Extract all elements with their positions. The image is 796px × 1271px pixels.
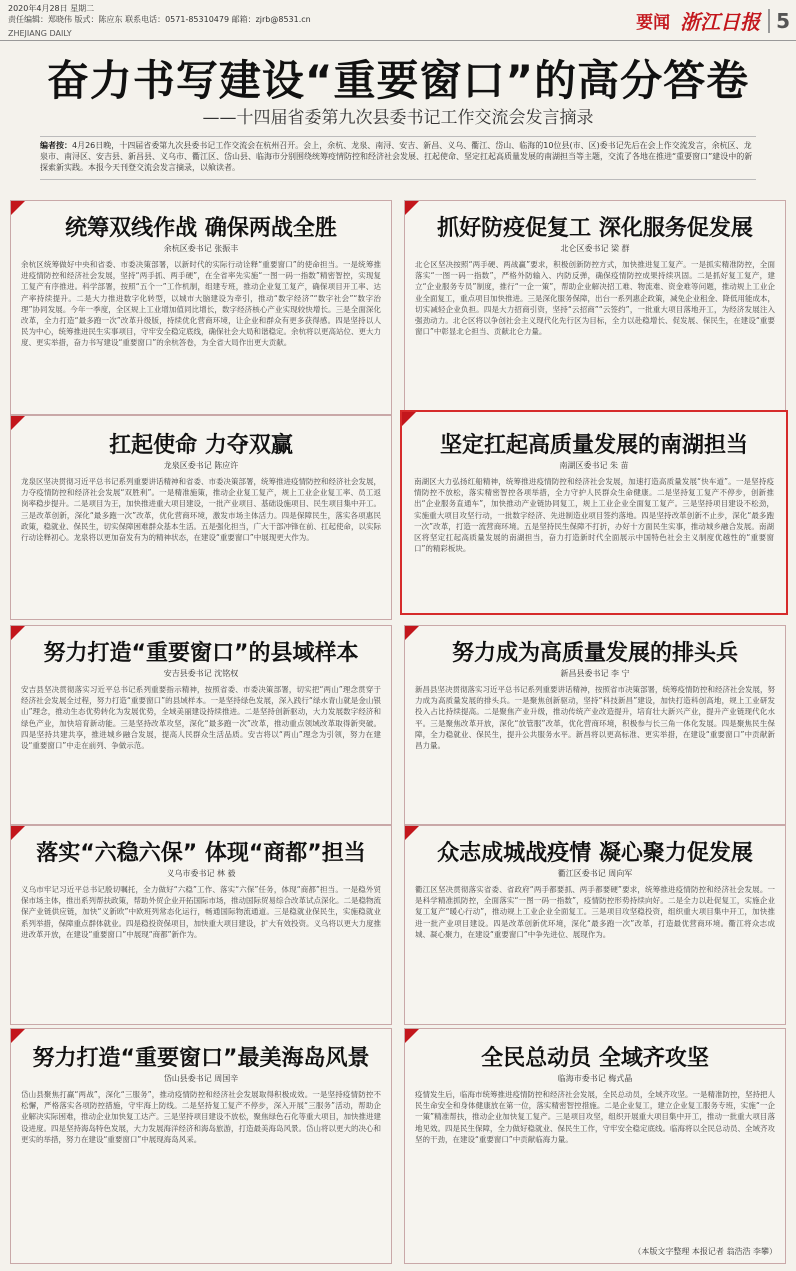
article-body (21, 684, 381, 816)
article-text: 北仑区坚决按照“两手硬、两战赢”要求，积极创新防控方式，加快推进复工复产。一是抓实精准防控，全面落实“一图一码一指数”，严格外防输入、内防反弹，确保疫情防控成果持续巩固。二是抓好复工复产，建立“企业服务专员”制度，推行“一企一策”，帮助企业解决招工难、物流难、资金难等问题，推动规上工业企业全面复工，重点项目加快推进。三是深化服务保障，出台一系列惠企政策，减免企业租金、降低用能成本，切实减轻企业负担。四是大力招商引资，坚持“云招商”“云签约”，一批重大项目落地开工，为经济发展注入强劲动力。北仑区将以争创社会主义现代化先行区为目标，全力以赴稳增长、促发展、保民生，在建设“重要窗口”中彰显北仑担当、贡献北仑力量。 (415, 260, 775, 337)
page-headline: 奋力书写建设“重要窗口”的高分答卷 (46, 56, 750, 105)
article-body (21, 884, 381, 1016)
editor-note (40, 136, 756, 180)
article-box-highlighted (400, 410, 788, 615)
article-body (415, 684, 775, 816)
article-box (404, 200, 786, 415)
masthead-right (636, 6, 790, 35)
article-body (414, 476, 774, 605)
article-body (21, 476, 381, 611)
article-box (404, 1028, 786, 1264)
article-text: 余杭区统筹做好中央和省委、市委决策部署，以新时代的实际行动诠释“重要窗口”的使命担当。一是统筹推进疫情防控和经济社会发展，坚持“两手抓、两手硬”，在全省率先实施“一图一码一指数”精密智控，实现复工复产有序推进。科学部署，按照“五个一”工作机制，组建专班，推动企业复工复产，确保项目开工率、达产率持续提升。二是大力推进数字化转型，以城市大脑建设为牵引，推动“数字经济”“数字社会”“数字治理”协同发展。今年一季度，全区规上工业增加值同比增长，数字经济核心产业实现较快增长。三是全面深化改革，全力打造“最多跑一次”改革升级版，持续优化营商环境，让企业和群众有更多获得感。四是坚持以人民为中心，统筹推进民生实事项目，守牢安全稳定底线，确保社会大局和谐稳定。余杭将以更高站位、更大力度、更实举措，奋力书写建设“重要窗口”的余杭答卷，为全省大局作出更大贡献。 (21, 260, 381, 348)
article-text: 岱山县聚焦打赢“两战”，深化“三服务”，推动疫情防控和经济社会发展取得积极成效。一是坚持疫情防控不松懈，严格落实各项防控措施，守牢海上防线。二是坚持复工复产不停步，深入开展“三服务”活动，帮助企业解决实际困难，推动企业加快复工达产。三是坚持项目建设不放松，聚焦绿色石化等重大项目，加快推进建设进度。四是坚持海岛特色发展，大力发展海洋经济和海岛旅游，打造最美海岛风景。岱山将以更大的决心和更实的举措，努力在建设“重要窗口”中展现海岛风采。 (21, 1090, 381, 1144)
article-text: 义乌市牢记习近平总书记殷切嘱托，全力做好“六稳”工作、落实“六保”任务，体现“商都”担当。一是稳外贸保市场主体，推出系列帮扶政策，帮助外贸企业开拓国际市场，推动国际贸易综合改革试点深化。二是稳物流保产业链供应链，加快“义新欧”中欧班列常态化运行，畅通国际物流通道。三是稳就业保民生，实施稳就业系列举措，保障重点群体就业。四是稳投资保项目，加快重大项目建设，扩大有效投资。义乌将以更大力度推进改革开放，在建设“重要窗口”中展现“商都”新作为。 (21, 885, 381, 939)
compiler-signature: （本版文字整理 本报记者 翁浩浩 李攀） (633, 1247, 777, 1256)
editor-note-label: 编者按： (40, 141, 72, 150)
article-byline: 衢江区委书记 周向军 (557, 869, 633, 878)
article-box (10, 415, 392, 620)
article-title: 统筹双线作战 确保两战全胜 (65, 216, 337, 241)
article-body (21, 1089, 381, 1255)
paper-english-name: ZHEJIANG DAILY (8, 29, 72, 38)
article-byline: 临海市委书记 梅式晶 (557, 1074, 633, 1083)
article-box (404, 825, 786, 1025)
editor-info: 责任编辑：郑晓伟 版式：陈应东 联系电话：0571-85310479 邮箱：zjrb@8531.cn (8, 15, 311, 24)
article-byline: 新昌县委书记 李 宁 (560, 669, 630, 678)
article-text: 南湖区大力弘扬红船精神，统筹推进疫情防控和经济社会发展，加速打造高质量发展“快车道”。一是坚持疫情防控不放松，落实精密智控各项举措，全力守护人民群众生命健康。二是坚持复工复产不停步，创新推出“企业服务直通车”，加快推动产业链协同复工，规上工业企业全面复工复产。三是坚持项目建设不松劲，实施重大项目攻坚行动，一批数字经济、先进制造业项目签约落地。四是坚持改革创新不止步，深化“最多跑一次”改革，打造一流营商环境。五是坚持民生保障不打折，办好十方面民生实事，推动城乡融合发展。南湖区将坚定扛起高质量发展的南湖担当，奋力打造新时代全面展示中国特色社会主义制度优越性的“重要窗口”的精彩板块。 (414, 477, 774, 554)
article-body (21, 259, 381, 406)
article-body (415, 259, 775, 406)
issue-date: 2020年4月28日 星期二 (8, 4, 95, 13)
newspaper-logo: 浙江日报 (680, 10, 761, 34)
page-subheadline: ——十四届省委第九次县委书记工作交流会发言摘录 (202, 108, 594, 128)
article-byline: 余杭区委书记 张振丰 (163, 244, 239, 253)
article-text: 疫情发生后，临海市统筹推进疫情防控和经济社会发展，全民总动员，全域齐攻坚。一是精准防控，坚持把人民生命安全和身体健康放在第一位，落实精密智控措施。二是企业复工，建立企业复工服务专班，实施“一企一策”精准帮扶，推动企业加快复工复产。三是项目攻坚，组织开展重大项目集中开工，推动一批重大项目落地见效。四是民生保障，全力做好稳就业、保民生工作，守牢安全稳定底线。临海将以全民总动员、全域齐攻坚的干劲，在建设“重要窗口”中贡献临海力量。 (415, 1090, 775, 1144)
article-byline: 北仑区委书记 梁 群 (560, 244, 630, 253)
article-byline: 义乌市委书记 林 毅 (166, 869, 236, 878)
article-box (10, 625, 392, 825)
article-title: 努力打造“重要窗口”的县域样本 (43, 641, 359, 666)
article-body (415, 884, 775, 1016)
article-byline: 安吉县委书记 沈铭权 (163, 669, 239, 678)
page-number: 5 (768, 9, 790, 33)
article-box (404, 625, 786, 825)
article-title: 坚定扛起高质量发展的南湖担当 (439, 433, 748, 458)
editor-note-text: 4月26日晚，十四届省委第九次县委书记工作交流会在杭州召开。会上，余杭、龙泉、南浔、安吉、新昌、义乌、衢江、岱山、临海的10位县(市、区)委书记先后在会上作交流发言，余杭区、龙泉市、南浔区、安吉县、新昌县、义乌市、衢江区、岱山县、临海市分别围绕统筹疫情防控和经济社会发展、扛起使命、坚定扛起高质量发展的南湖担当等主题，交流了各地在推进“重要窗口”建设中的新探索新实践。本报今天刊登交流会发言摘录，以飨读者。 (40, 141, 753, 172)
article-text: 衢江区坚决贯彻落实省委、省政府“两手都要抓、两手都要硬”要求，统筹推进疫情防控和经济社会发展。一是科学精准抓防控，全面落实“一图一码一指数”，疫情防控形势持续向好。二是全力以赴促复工，实施企业复工复产“暖心行动”，推动规上工业企业全面复工。三是项目攻坚稳投资，组织重大项目集中开工，加快推进一批产业项目建设。四是改革创新优环境，深化“最多跑一次”改革，打造最优营商环境。衢江将众志成城、凝心聚力，在建设“重要窗口”中争先进位、展现作为。 (415, 885, 775, 939)
article-title: 抓好防疫促复工 深化服务促发展 (437, 216, 753, 241)
article-text: 新昌县坚决贯彻落实习近平总书记系列重要讲话精神，按照省市决策部署，统筹疫情防控和经济社会发展，努力成为高质量发展的排头兵。一是聚焦创新驱动，坚持“科技新昌”建设，加快打造科创高地，规上工业研发投入占比持续提高。二是聚焦产业升级，推动传统产业改造提升，培育壮大新兴产业，提升产业链现代化水平。三是聚焦改革开放，深化“放管服”改革，优化营商环境，积极参与长三角一体化发展。四是聚焦民生保障，全力稳就业、保民生，提升公共服务水平。新昌将以更高标准、更实举措，在建设“重要窗口”中贡献新昌力量。 (415, 685, 775, 751)
article-title: 努力成为高质量发展的排头兵 (451, 641, 738, 666)
article-body (415, 1089, 775, 1239)
article-text: 龙泉区坚决贯彻习近平总书记系列重要讲话精神和省委、市委决策部署，统筹推进疫情防控和经济社会发展，力夺疫情防控和经济社会发展“双胜利”。一是精准施策，推动企业复工复产，规上工业企业复工率、员工返岗率稳步提升。二是项目为王，加快推进重大项目建设，一批产业项目、基础设施项目、民生项目集中开工。三是改革创新，深化“最多跑一次”改革，优化营商环境，激发市场主体活力。四是保障民生，落实各项惠民政策，稳就业、保民生，切实保障困难群众基本生活。五是强化担当，广大干部冲锋在前、扛起使命，以实际行动诠释初心。龙泉将以更加奋发有为的精神状态，在建设“重要窗口”中展现更大作为。 (21, 477, 381, 543)
article-text: 安吉县坚决贯彻落实习近平总书记系列重要指示精神，按照省委、市委决策部署，切实把“两山”理念贯穿于经济社会发展全过程，努力打造“重要窗口”的县域样本。一是坚持绿色发展，深入践行“绿水青山就是金山银山”理念，推动生态优势转化为发展优势，全域美丽建设持续推进。二是坚持创新驱动，大力发展数字经济和绿色产业，加快培育新动能。三是坚持改革攻坚，深化“最多跑一次”改革，推动重点领域改革取得新突破。四是坚持共建共享，推进城乡融合发展，提高人民群众生活品质。安吉将以“两山”理念为引领，努力在建设“重要窗口”中走在前列、争做示范。 (21, 685, 381, 751)
article-title: 扛起使命 力夺双赢 (109, 433, 293, 458)
article-byline: 岱山县委书记 周国辛 (163, 1074, 239, 1083)
article-byline: 龙泉区委书记 陈应许 (163, 461, 239, 470)
article-box (10, 200, 392, 415)
article-box (10, 825, 392, 1025)
article-byline: 南湖区委书记 朱 苗 (559, 461, 629, 470)
article-title: 全民总动员 全域齐攻坚 (481, 1046, 709, 1071)
article-title: 落实“六稳六保” 体现“商都”担当 (36, 841, 366, 866)
masthead (0, 0, 796, 41)
article-box (10, 1028, 392, 1264)
article-title: 众志成城战疫情 凝心聚力促发展 (437, 841, 753, 866)
section-label: 要闻 (636, 13, 671, 33)
article-title: 努力打造“重要窗口”最美海岛风景 (32, 1046, 370, 1071)
